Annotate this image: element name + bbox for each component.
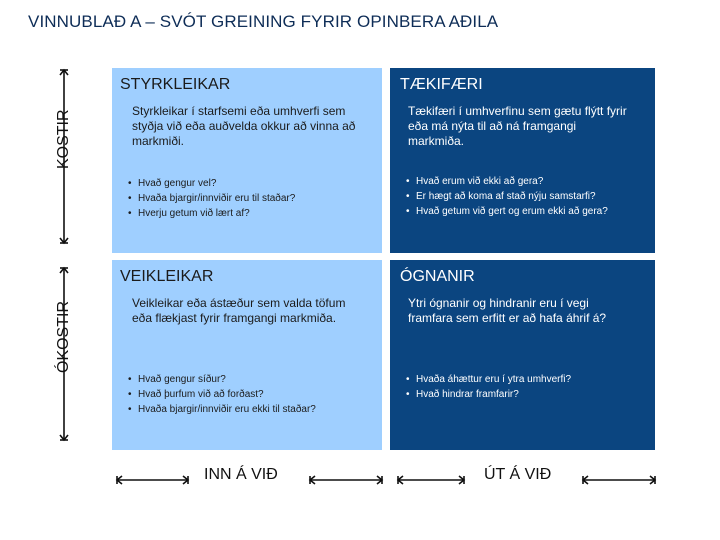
opportunities-description: Tækifæri í umhverfinu sem gætu flýtt fyrir eða má nýta til að ná framgangi markmiða. bbox=[408, 104, 627, 148]
external-arrow bbox=[583, 476, 655, 484]
external-arrow-left bbox=[398, 476, 464, 484]
internal-label: INN Á VIÐ bbox=[204, 466, 278, 483]
list-item: • Hvað þurfum við að forðast? bbox=[128, 387, 343, 402]
external-label: ÚT Á VIÐ bbox=[484, 466, 552, 483]
list-item: • Er hægt að koma af stað nýju samstarfi? bbox=[406, 189, 651, 204]
list-item: • Hvað erum við ekki að gera? bbox=[406, 174, 651, 189]
threats-quadrant bbox=[390, 260, 655, 450]
list-item: • Hverju getum við lært af? bbox=[128, 206, 368, 221]
opportunities-questions bbox=[406, 174, 651, 219]
list-item: • Hvaða áhættur eru í ytra umhverfi? bbox=[406, 372, 646, 387]
internal-arrow-right bbox=[310, 476, 382, 484]
internal-arrow bbox=[117, 476, 188, 484]
weaknesses-quadrant bbox=[112, 260, 382, 450]
list-item: • Hvað gengur síður? bbox=[128, 372, 343, 387]
threats-description: Ytri ógnanir og hindranir eru í vegi framfara sem erfitt er að hafa áhrif á? bbox=[408, 296, 607, 325]
strengths-description: Styrkleikar í starfsemi eða umhverfi sem styðja við eða auðvelda okkur að vinna að markmiði. bbox=[132, 104, 356, 148]
page-title: VINNUBLAÐ A – SVÓT GREINING FYRIR OPINBERA AÐILA bbox=[28, 12, 499, 31]
weaknesses-description: Veikleikar eða ástæður sem valda töfum eða flækjast fyrir framgangi markmiða. bbox=[132, 296, 346, 325]
list-item: • Hvað getum við gert og erum ekki að gera? bbox=[406, 204, 651, 219]
weaknesses-questions bbox=[128, 372, 343, 417]
list-item: • Hvaða bjargir/innviðir eru til staðar? bbox=[128, 191, 368, 206]
cons-label: ÓKOSTIR bbox=[55, 300, 72, 373]
weaknesses-heading: VEIKLEIKAR bbox=[120, 268, 214, 285]
strengths-questions bbox=[128, 176, 368, 221]
threats-heading: ÓGNANIR bbox=[400, 268, 475, 285]
list-item: • Hvaða bjargir/innviðir eru ekki til staðar? bbox=[128, 402, 343, 417]
pros-label: KOSTIR bbox=[55, 109, 72, 169]
opportunities-heading: TÆKIFÆRI bbox=[400, 76, 483, 93]
list-item: • Hvað gengur vel? bbox=[128, 176, 368, 191]
opportunities-quadrant bbox=[390, 68, 655, 253]
strengths-heading: STYRKLEIKAR bbox=[120, 76, 231, 93]
list-item: • Hvað hindrar framfarir? bbox=[406, 387, 646, 402]
threats-questions bbox=[406, 372, 646, 402]
strengths-quadrant bbox=[112, 68, 382, 253]
